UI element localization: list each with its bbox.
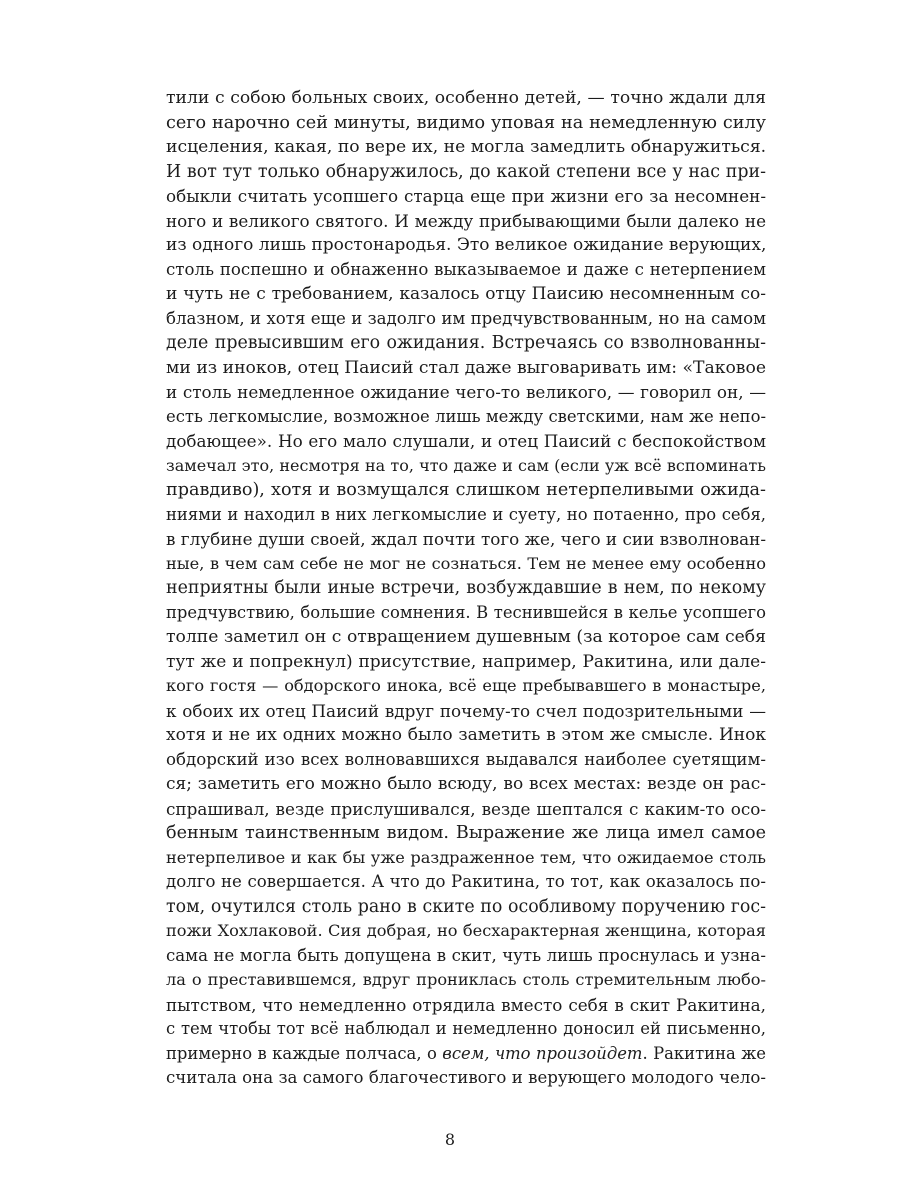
text-line: кого гостя — обдорского инока, всё еще пребывавшего в монастыре, (166, 676, 766, 695)
text-line: замечал это, несмотря на то, что даже и сам (если уж всё вспоминать (166, 455, 766, 475)
text-line: есть легкомыслие, возможное лишь между светскими, нам же непо- (166, 406, 766, 426)
text-line: пожи Хохлаковой. Сия добрая, но бесхарактерная женщина, которая (166, 921, 766, 940)
italic-emphasis: всем, что произойдет (442, 1043, 643, 1063)
text-line: предчувствию, большие сомнения. В теснившейся в келье усопшего (166, 602, 766, 622)
text-line-with-emphasis (166, 1042, 766, 1067)
text-line: тут же и попрекнул) присутствие, например, Ракитина, или дале- (166, 651, 766, 672)
text-line: столь поспешно и обнаженно выказываемое и даже с нетерпением (166, 259, 766, 279)
text-line: толпе заметил он с отвращением душевным (за которое сам себя (166, 627, 766, 647)
body-text (166, 86, 766, 1091)
text-line: спрашивал, везде прислушивался, везде шептался с каким-то осо- (166, 798, 766, 819)
text-line: ла о преставившемся, вдруг прониклась столь стремительным любо- (166, 970, 766, 989)
text-line: с тем чтобы тот всё наблюдал и немедленно доносил ей письменно, (166, 1019, 766, 1038)
text-line: ми из иноков, отец Паисий стал даже выговаривать им: «Таковое (166, 357, 766, 378)
text-line: обдорский изо всех волновавшихся выдавался наиболее суетящим- (166, 749, 766, 769)
text-line: в глубине души своей, ждал почти того же, чего и сии взволнован- (166, 529, 766, 549)
text-line: бенным таинственным видом. Выражение же лица имел самое (166, 823, 766, 843)
text-line: правдиво), хотя и возмущался слишком нетерпеливыми ожида- (166, 480, 766, 500)
text-line: пытством, что немедленно отрядила вместо себя в скит Ракитина, (166, 994, 766, 1015)
text-line: ного и великого святого. И между прибывающими были далеко не (166, 210, 766, 231)
text-line: ниями и находил в них легкомыслие и суету, но потаенно, про себя, (166, 504, 766, 524)
text-line: И вот тут только обнаружилось, до какой степени все у нас при- (166, 161, 766, 182)
text-line: хотя и не их одних можно было заметить в этом же смысле. Инок (166, 725, 766, 745)
text-segment: . Ракитина же (642, 1043, 766, 1063)
text-line: тили с собою больных своих, особенно детей, — точно ждали для (166, 88, 766, 108)
text-line: и чуть не с требованием, казалось отцу Паисию несомненным со- (166, 284, 766, 304)
text-line-last: считала она за самого благочестивого и верующего молодого чело- (166, 1068, 766, 1087)
text-line: сего нарочно сей минуты, видимо уповая на немедленную силу (166, 112, 766, 133)
text-line: долго не совершается. А что до Ракитина, то тот, как оказалось по- (166, 872, 766, 891)
text-line: из одного лишь простонародья. Это великое ожидание верующих, (166, 235, 767, 255)
text-segment: примерно в каждые полчаса, о (166, 1043, 443, 1063)
text-line: том, очутился столь рано в ските по особливому поручению гос- (166, 896, 766, 917)
text-line: деле превысившим его ожидания. Встречаясь со взволнованны- (166, 333, 766, 353)
text-line: ные, в чем сам себе не мог не сознаться. Тем не менее ему особенно (166, 553, 766, 573)
text-line: к обоих их отец Паисий вдруг почему-то счел подозрительными — (166, 700, 766, 721)
text-line: обыкли считать усопшего старца еще при жизни его за несомнен- (166, 186, 766, 206)
text-line: добающее». Но его мало слушали, и отец Паисий с беспокойством (166, 431, 766, 451)
text-line: блазном, и хотя еще и задолго им предчувствованным, но на самом (166, 308, 766, 328)
text-line: неприятны были иные встречи, возбуждавшие в нем, по некому (166, 578, 766, 598)
page-number: 8 (444, 1130, 456, 1149)
text-line: ся; заметить его можно было всюду, во всех местах: везде он рас- (166, 774, 766, 794)
text-line: и столь немедленное ожидание чего-то великого, — говорил он, — (166, 382, 766, 402)
text-line: нетерпеливое и как бы уже раздраженное тем, что ожидаемое столь (166, 847, 766, 867)
text-line: сама не могла быть допущена в скит, чуть лишь проснулась и узна- (166, 945, 766, 965)
text-line: исцеления, какая, по вере их, не могла замедлить обнаружиться. (166, 137, 767, 157)
